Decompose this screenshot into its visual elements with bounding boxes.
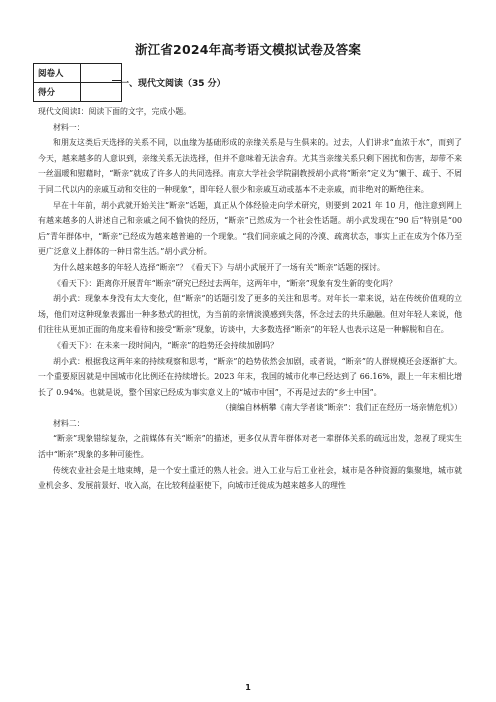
reviewer-label: 阅卷人	[34, 64, 81, 83]
paragraph: 《看天下》：在未来一段时间内，“断亲”的趋势还会持续加剧吗？	[53, 340, 279, 350]
paragraph: 为什么越来越多的年轻人选择“断亲”？《看天下》与胡小武展开了一场有关“断亲”话题的探讨。	[53, 262, 385, 272]
paragraph: 胡小武：现象本身没有太大变化，但“断亲”的话题引发了更多的关注和思考。对年长一辈来说，站在传统价值观的立场，他们对这种现象表露出一种多愁式的担忧，为当前的亲情淡漠感到失落，怀念过去的共乐融融。但对年轻人来说，他们往往从更加正面的角度来看待和接受“断亲”现象，访谈中，大多数选择“断亲”的年轻人也表示这是一种解脱和自在。	[38, 294, 462, 335]
paragraph: 《看天下》：距离你开展青年“断亲”研究已经过去两年，这两年中，“断亲”现象有发生新的变化吗？	[53, 278, 397, 288]
score-box	[33, 63, 122, 102]
body-text	[38, 104, 462, 494]
material-label: 材料二：	[53, 418, 85, 428]
section-heading: 一、现代文阅读（35 分）	[120, 79, 226, 89]
instruction: 现代文阅读Ⅰ：阅读下面的文字，完成小题。	[38, 107, 192, 116]
page-title: 浙江省2024年高考语文模拟试卷及答案	[134, 42, 362, 57]
paragraph: 胡小武：根据我这两年来的持续观察和思考，“断亲”的趋势依然会加剧，或者说，“断亲”的人群规模还会逐渐扩大。一个重要原因就是中国城市化比例还在持续增长。2023 年末，我国的城市化率已经达到了 66.16%，跟上一年末相比增长了 0.94%。也就是说，整个国家已经成为事实意义上的“城市中国”，不再是过去的“乡土中国”。	[38, 356, 462, 397]
score-field	[81, 83, 122, 102]
score-label: 得分	[34, 83, 81, 102]
paragraph: “断亲”现象错综复杂，之前媒体有关“断亲”的描述，更多仅从青年群体对老一辈群体关系的疏远出发，忽视了现实生活中“断亲”现象的多种可能性。	[38, 434, 462, 460]
paragraph: 传统农业社会是土地束缚，是一个安土重迁的熟人社会。进入工业与后工业社会，城市是各种资源的集聚地，城市就业机会多、发展前景好、收入高，在比较利益驱使下，向城市迁徙成为越来越多人的理性	[38, 465, 462, 491]
paragraph: 和朋友这类后天选择的关系不同，以血缘为基础形成的亲缘关系是与生俱来的。过去，人们讲求“血浓于水”，而到了今天，越来越多的人意识到，亲缘关系无法选择，但并不意味着无法舍弃。尤其当亲缘关系只剩下困扰和伤害，却带不来一丝温暖和慰藉时，“断亲”就成了许多人的共同选择。南京大学社会学院副教授胡小武将“断亲”定义为“懒于、疏于、不屑于同二代以内的亲戚互动和交往的一种现象”，即年轻人很少和亲戚互动或基本不走亲戚，而非绝对的断绝往来。	[38, 138, 462, 194]
paragraph: 早在十年前，胡小武就开始关注“断亲”话题，真正从个体经验走向学术研究，则要到 2021 年 10 月，他注意到网上有越来越多的人讲述自己和亲戚之间不愉快的经历，“断亲”已然成为一个社会性话题。胡小武发现在“90 后”特别是“00 后”青年群体中，“断亲”已经成为越来越普遍的一个现象。“我们同亲戚之间的冷漠、疏离状态，事实上正在成为个体乃至更广泛意义上群体的一种日常生活。”胡小武分析。	[38, 200, 462, 257]
material-label: 材料一：	[53, 122, 85, 132]
paragraph-list	[38, 120, 462, 494]
page-number: 1	[245, 683, 251, 692]
source-citation: （摘编自林柄攀《南大学者谈“断亲”：我们正在经历一场亲情危机》）	[221, 403, 462, 413]
